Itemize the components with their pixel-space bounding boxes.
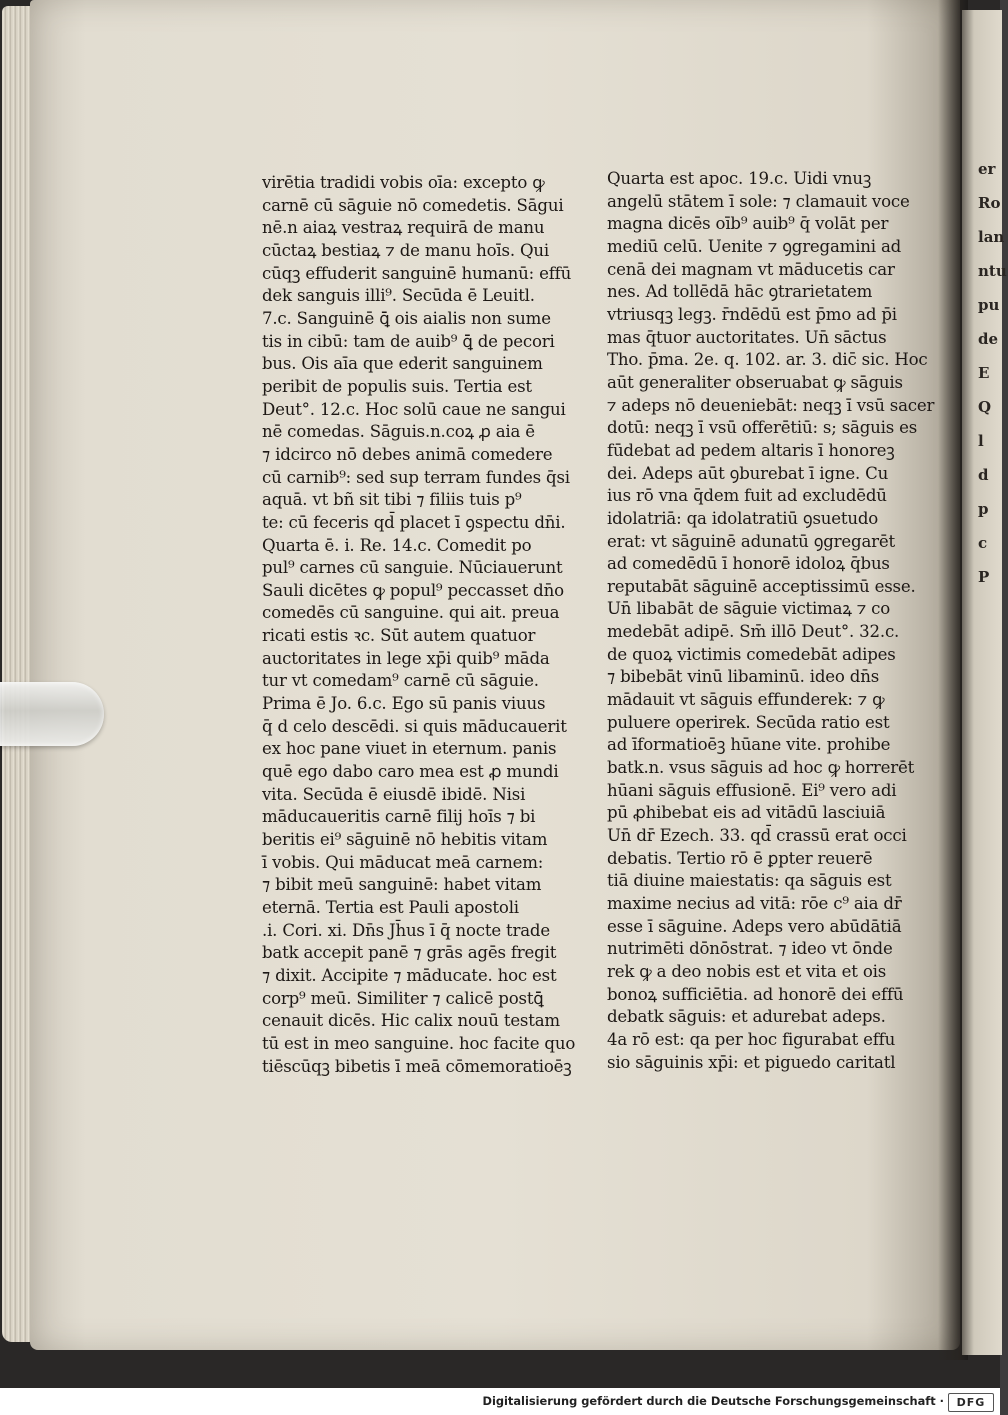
text-line: te: cū feceris qd̄ placet ī ꝯspectu dn̄i. (262, 512, 566, 532)
text-line: 4a rō est: qa per hoc figurabat effu (607, 1029, 896, 1049)
text-line: bonoꝝ sufficiētia. ad honorē dei effū (607, 984, 904, 1004)
text-line: nē.n aiaꝝ vestraꝝ requirā de manu (262, 218, 545, 238)
text-column-right (607, 168, 935, 1074)
text-line: hūani sāguis effusionē. Ei⁹ vero adi (607, 780, 897, 800)
right-page-text-fragments (978, 160, 1008, 586)
text-line: ⁊ dixit. Accipite ⁊ māducate. hoc est (262, 965, 557, 985)
text-line: māducaueritis carnē filij hoīs ⁊ bi (262, 807, 536, 827)
text-line: Un̄ libabāt de sāguie victimaꝝ ⁊ co (607, 599, 891, 619)
text-line: quē ego dabo caro mea est ꝓ mundi (262, 762, 559, 782)
page-clip (0, 682, 104, 746)
text-line: debatk sāguis: et adurebat adeps. (607, 1007, 886, 1027)
text-line: mediū celū. Uenite ⁊ ꝯgregamini ad (607, 236, 902, 256)
funding-credit: Digitalisierung gefördert durch die Deutsche Forschungsgemeinschaft · (482, 1394, 944, 1408)
text-line: pū ꝓhibebat eis ad vitādū lasciuiā (607, 803, 886, 823)
margin-fragment: pu (978, 296, 1000, 314)
book-page-right-edge (962, 10, 1007, 1355)
text-line: vtriusqꝫ legꝫ. r̄ndēdū est p̄mo ad p̄i (607, 304, 897, 324)
text-line: cū carnib⁹: sed sup terram fundes q̄si (262, 467, 570, 487)
text-line: tiā diuine maiestatis: qa sāguis est (607, 871, 892, 891)
text-line: erat: vt sāguinē adunatū ꝯgregarēt (607, 531, 895, 551)
text-line: vita. Secūda ē eiusdē ibidē. Nisi (262, 784, 526, 804)
text-line: 7.c. Sanguinē ꝗ̄ ois aialis non sume (262, 308, 551, 328)
text-line: batk accepit panē ⁊ grās agēs fregit (262, 943, 557, 963)
text-line: tur vt comedam⁹ carnē cū sāguie. (262, 671, 539, 691)
text-line: Deut°. 12.c. Hoc solū caue ne sangui (262, 399, 566, 419)
text-line: dek sanguis illi⁹. Secūda ē Leuitl. (262, 286, 535, 306)
text-line: carnē cū sāguie nō comedetis. Sāgui (262, 195, 564, 215)
text-line: Quarta est apoc. 19.c. Uidi vnuꝫ (607, 169, 872, 188)
text-line: ius rō vna q̄dem fuit ad excludēdū (607, 486, 887, 506)
margin-fragment: p (978, 500, 989, 518)
text-line: virētia tradidi vobis oīa: excepto ꝙ (262, 173, 545, 192)
text-line: nes. Ad tollēdā hāc ꝯtrarietatem (607, 282, 873, 302)
text-line: maxime necius ad vitā: rōe c⁹ aia dr̄ (607, 894, 902, 913)
text-line: pul⁹ carnes cū sanguie. Nūciauerunt (262, 558, 563, 578)
text-line: sio sāguinis xp̄i: et piguedo caritatl (607, 1052, 896, 1072)
text-line: nē comedas. Sāguis.n.coꝝ ꝓ aia ē (262, 422, 535, 442)
margin-fragment: de (978, 330, 999, 348)
text-line: ricati estis ꝛc. Sūt autem quatuor (262, 626, 536, 646)
margin-fragment: lan (978, 228, 1005, 246)
text-line: batk.n. vsus sāguis ad hoc ꝙ horrerēt (607, 758, 915, 778)
margin-fragment: Ro (978, 194, 1001, 212)
text-line: medebāt adipē. Sm̄ illō Deut°. 32.c. (607, 622, 900, 642)
text-line: dei. Adeps aūt ꝯburebat ī igne. Cu (607, 463, 889, 483)
text-line: eternā. Tertia est Pauli apostoli (262, 898, 519, 917)
margin-fragment: ntu (978, 262, 1007, 280)
text-line: esse ī sāguine. Adeps vero abūdātiā (607, 916, 902, 936)
text-line: peribit de populis suis. Tertia est (262, 376, 532, 396)
text-line: bus. Ois aīa que ederit sanguinem (262, 354, 543, 374)
text-line: dotū: neqꝫ ī vsū offerētiū: s; sāguis es (607, 418, 918, 438)
text-line: Quarta ē. i. Re. 14.c. Comedit po (262, 535, 532, 555)
margin-fragment: d (978, 466, 989, 484)
text-line: cūctaꝝ bestiaꝝ ⁊ de manu hoīs. Qui (262, 240, 550, 260)
dfg-logo-icon: DFG (948, 1393, 994, 1412)
text-line: Tho. p̄ma. 2e. q. 102. ar. 3. dic̄ sic. Hoc (607, 350, 928, 370)
text-line: Un̄ dr̄ Ezech. 33. qd̄ crassū erat occi (607, 826, 907, 846)
text-line: ⁊ adeps nō deueniebāt: neqꝫ ī vsū sacer (607, 395, 935, 415)
text-line: Prima ē Jo. 6.c. Ego sū panis viuus (262, 694, 546, 714)
text-line: idolatriā: qa idolatratiū ꝯsuetudo (607, 508, 879, 528)
text-line: comedēs cū sanguine. qui ait. preua (262, 603, 560, 623)
text-line: .i. Cori. xi. Dn̄s Jh̄us ī q̄ nocte trade (262, 920, 550, 940)
text-line: tiēscūqꝫ bibetis ī meā cōmemoratioēꝫ (262, 1056, 572, 1076)
text-line: ⁊ bibebāt vinū libaminū. ideo dn̄s (607, 667, 880, 687)
text-line: cenā dei magnam vt māducetis car (607, 259, 895, 279)
text-line: q̄ d celo descēdi. si quis māducauerit (262, 716, 567, 736)
text-line: tis in cibū: tam de auib⁹ ꝗ̄ de pecori (262, 331, 555, 351)
text-line: ī vobis. Qui māducat meā carnem: (262, 852, 544, 872)
text-line: aquā. vt bñ sit tibi ⁊ filiis tuis p⁹ (262, 490, 522, 510)
text-line: debatis. Tertio rō ē ꝑpter reuerē (607, 848, 873, 868)
margin-fragment: P (978, 568, 990, 586)
text-line: ⁊ bibit meū sanguinē: habet vitam (262, 875, 542, 895)
text-line: cenauit dicēs. Hic calix nouū testam (262, 1011, 560, 1031)
text-line: de quoꝝ victimis comedebāt adipes (607, 644, 896, 664)
text-line: aūt generaliter obseruabat ꝙ sāguis (607, 372, 903, 392)
text-line: ex hoc pane viuet in eternum. panis (262, 739, 557, 759)
margin-fragment: Q (978, 398, 992, 416)
text-line: ad īformatioēꝫ hūane vite. prohibe (607, 735, 891, 755)
text-line: fūdebat ad pedem altaris ī honoreꝫ (607, 440, 895, 460)
text-column-left (262, 172, 576, 1078)
text-line: magna dicēs oīb⁹ auib⁹ q̄ volāt per (607, 214, 889, 234)
text-line: ⁊ idcirco nō debes animā comedere (262, 444, 553, 464)
text-line: reputabāt sāguinē acceptissimū esse. (607, 576, 916, 596)
text-line: auctoritates in lege xp̄i quib⁹ māda (262, 648, 550, 668)
margin-fragment: c (978, 534, 988, 552)
text-line: puluere operirek. Secūda ratio est (607, 712, 890, 732)
text-line: corp⁹ meū. Similiter ⁊ calicē postꝗ̄ (262, 988, 544, 1008)
text-line: ad comedēdū ī honorē idoloꝝ q̄bus (607, 554, 890, 574)
margin-fragment: E (978, 364, 990, 382)
text-line: Sauli dicētes ꝙ popul⁹ peccasset dn̄o (262, 580, 564, 600)
text-line: nutrimēti dōnōstrat. ⁊ ideo vt ōnde (607, 939, 893, 959)
margin-fragment: l (978, 432, 984, 450)
text-line: angelū stātem ī sole: ⁊ clamauit voce (607, 191, 910, 211)
footer-bar (0, 1388, 1000, 1415)
text-line: tū est in meo sanguine. hoc facite quo (262, 1033, 576, 1053)
text-line: mas q̄tuor auctoritates. Un̄ sāctus (607, 327, 887, 347)
text-line: mādauit vt sāguis effunderek: ⁊ ꝙ (607, 690, 885, 710)
text-line: beritis ei⁹ sāguinē nō hebitis vitam (262, 830, 548, 850)
margin-fragment: er (978, 160, 996, 178)
text-line: cūqꝫ effuderit sanguinē humanū: effū (262, 263, 572, 283)
text-line: rek ꝙ a deo nobis est et vita et ois (607, 961, 887, 981)
